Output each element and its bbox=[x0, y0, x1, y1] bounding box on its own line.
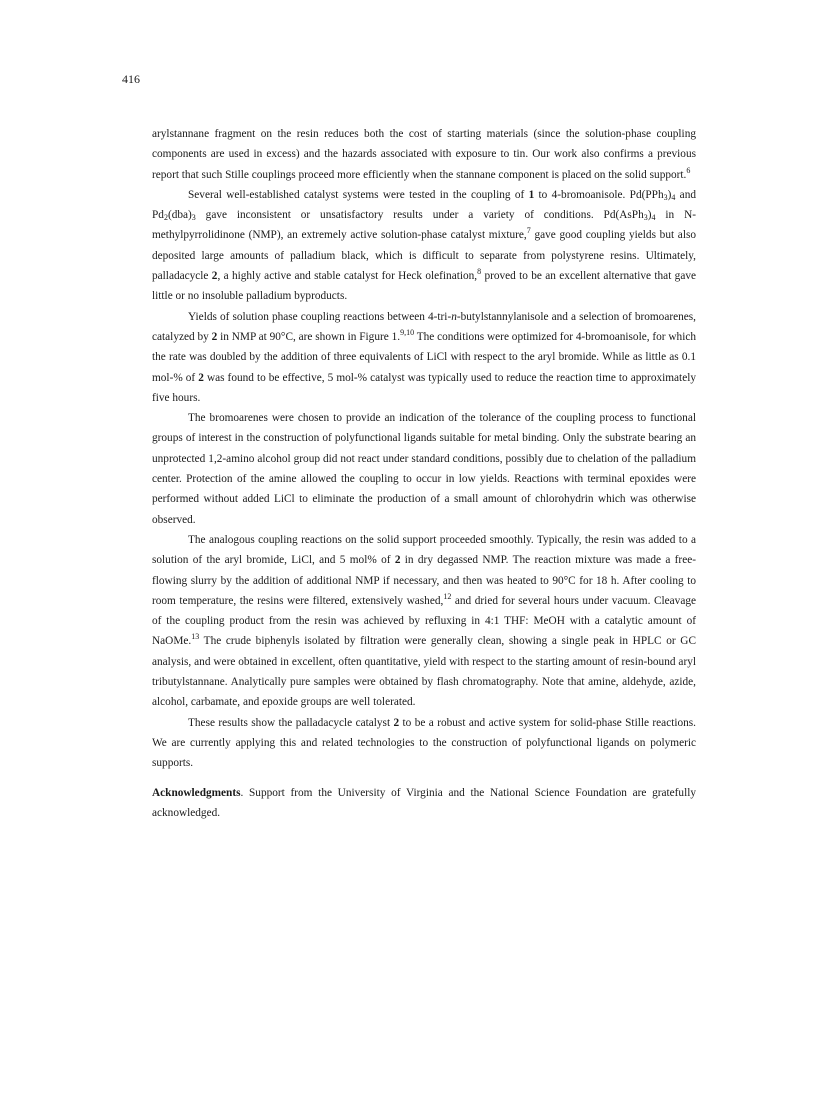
text-run: ) bbox=[647, 209, 652, 222]
text-run: in NMP at 90°C, are shown in Figure 1. bbox=[217, 330, 401, 343]
text-run: Several well-established catalyst systems were tested in the coupling of bbox=[188, 188, 529, 201]
text-run: These results show the palladacycle catalyst bbox=[188, 716, 394, 729]
text-run: ) bbox=[667, 188, 672, 201]
chemical-subscript: 3 bbox=[191, 213, 196, 223]
text-run: The conditions were optimized for 4-bromoanisole, for which the rate was doubled by the addition of three equivalents of LiCl with respect to the aryl bromide. While as little as 0.1 mol-% of bbox=[152, 330, 697, 384]
compound-number: 2 bbox=[211, 330, 218, 343]
article-body bbox=[152, 124, 696, 823]
paragraph-bromoarenes bbox=[152, 408, 696, 530]
reference-superscript: 8 bbox=[477, 267, 482, 277]
text-run: to be a robust and active system for solid-phase Stille reactions. We are currently applying this and related technologies to the construction of polyfunctional ligands on polymeric supports. bbox=[152, 716, 696, 770]
text-run: gave inconsistent or unsatisfactory results under a variety of conditions. Pd(AsPh bbox=[195, 209, 644, 222]
italic-text: n bbox=[451, 310, 457, 323]
compound-number: 2 bbox=[211, 270, 218, 283]
text-run: Yields of solution phase coupling reactions between 4-tri- bbox=[188, 310, 452, 323]
text-run: to 4-bromoanisole. Pd(PPh bbox=[534, 188, 664, 201]
chemical-subscript: 4 bbox=[651, 213, 656, 223]
text-run: proved to be an excellent alternative that gave little or no insoluble palladium byproducts. bbox=[152, 270, 697, 303]
chemical-subscript: 3 bbox=[643, 213, 648, 223]
text-run: and dried for several hours under vacuum. Cleavage of the coupling product from the resin was achieved by refluxing in 4:1 THF: MeOH with a catalytic amount of NaOMe. bbox=[152, 594, 696, 648]
text-run: and Pd bbox=[152, 188, 696, 222]
chemical-subscript: 2 bbox=[163, 213, 168, 223]
compound-number: 1 bbox=[528, 188, 535, 201]
page-number: 416 bbox=[122, 72, 140, 86]
text-run: (dba) bbox=[167, 209, 192, 222]
text-run: The crude biphenyls isolated by filtration were generally clean, showing a single peak in HPLC or GC analysis, and were obtained in excellent, often quantitative, yield with respect to the starting amount of resin-bound aryl tributylstannane. Analytically pure samples were obtained by flash chromatography. Note that amine, aldehyde, azide, alcohol, carbamate, and epoxide groups are well tolerated. bbox=[152, 635, 696, 709]
acknowledgments-paragraph bbox=[152, 783, 696, 824]
reference-superscript: 9,10 bbox=[400, 328, 415, 338]
text-run: -butylstannylanisole and a selection of bromoarenes, catalyzed by bbox=[152, 310, 696, 343]
reference-superscript: 6 bbox=[686, 165, 691, 175]
paragraph-tin-cost bbox=[152, 124, 696, 185]
paragraph-solution-yields bbox=[152, 307, 696, 408]
compound-number: 2 bbox=[394, 554, 401, 567]
reference-superscript: 7 bbox=[526, 226, 531, 236]
paragraph-conclusion bbox=[152, 713, 696, 774]
paragraph-solid-support bbox=[152, 530, 696, 713]
text-run: arylstannane fragment on the resin reduces both the cost of starting materials (since the solution-phase coupling components are used in excess) and the hazards associated with exposure to tin. Our work also confirms a previous report that such Stille couplings proceed more efficiently when the stannane component is placed on the solid support. bbox=[152, 128, 696, 181]
chemical-subscript: 3 bbox=[663, 192, 668, 202]
text-run: , a highly active and stable catalyst for Heck olefination, bbox=[217, 270, 478, 283]
compound-number: 2 bbox=[393, 716, 400, 729]
acknowledgments-text: . Support from the University of Virginia and the National Science Foundation are gratefully acknowledged. bbox=[152, 786, 696, 819]
text-run: gave good coupling yields but also deposited large amounts of palladium black, which is difficult to separate from polystyrene resins. Ultimately, palladacycle bbox=[152, 229, 697, 283]
compound-number: 2 bbox=[198, 371, 204, 384]
text-run: was found to be effective, 5 mol-% catalyst was typically used to reduce the reaction time to approximately five hours. bbox=[152, 371, 696, 404]
acknowledgments-heading: Acknowledgments bbox=[152, 786, 241, 799]
text-run: in dry degassed NMP. The reaction mixture was made a free-flowing slurry by the addition of additional NMP if necessary, and then was heated to 90°C for 18 h. After cooling to room temperature, the resins were filtered, extensively washed, bbox=[152, 554, 696, 607]
text-run: The analogous coupling reactions on the solid support proceeded smoothly. Typically, the resin was added to a solution of the aryl bromide, LiCl, and 5 mol% of bbox=[152, 533, 696, 567]
chemical-subscript: 4 bbox=[671, 192, 676, 202]
text-run: The bromoarenes were chosen to provide an indication of the tolerance of the coupling process to functional groups of interest in the construction of polyfunctional ligands suitable for metal binding. Only the substrate bearing an unprotected 1,2-amino alcohol group did not react under standard conditions, possibly due to chelation of the palladium center. Protection of the amine allowed the coupling to occur in low yields. Reactions with terminal epoxides were performed without added LiCl to eliminate the production of a small amount of chlorohydrin which was otherwise observed. bbox=[152, 412, 696, 526]
text-run: in N-methylpyrrolidinone (NMP), an extremely active solution-phase catalyst mixture, bbox=[152, 209, 697, 242]
reference-superscript: 12 bbox=[443, 592, 452, 602]
reference-superscript: 13 bbox=[191, 632, 200, 642]
paragraph-catalyst-systems bbox=[152, 185, 696, 307]
